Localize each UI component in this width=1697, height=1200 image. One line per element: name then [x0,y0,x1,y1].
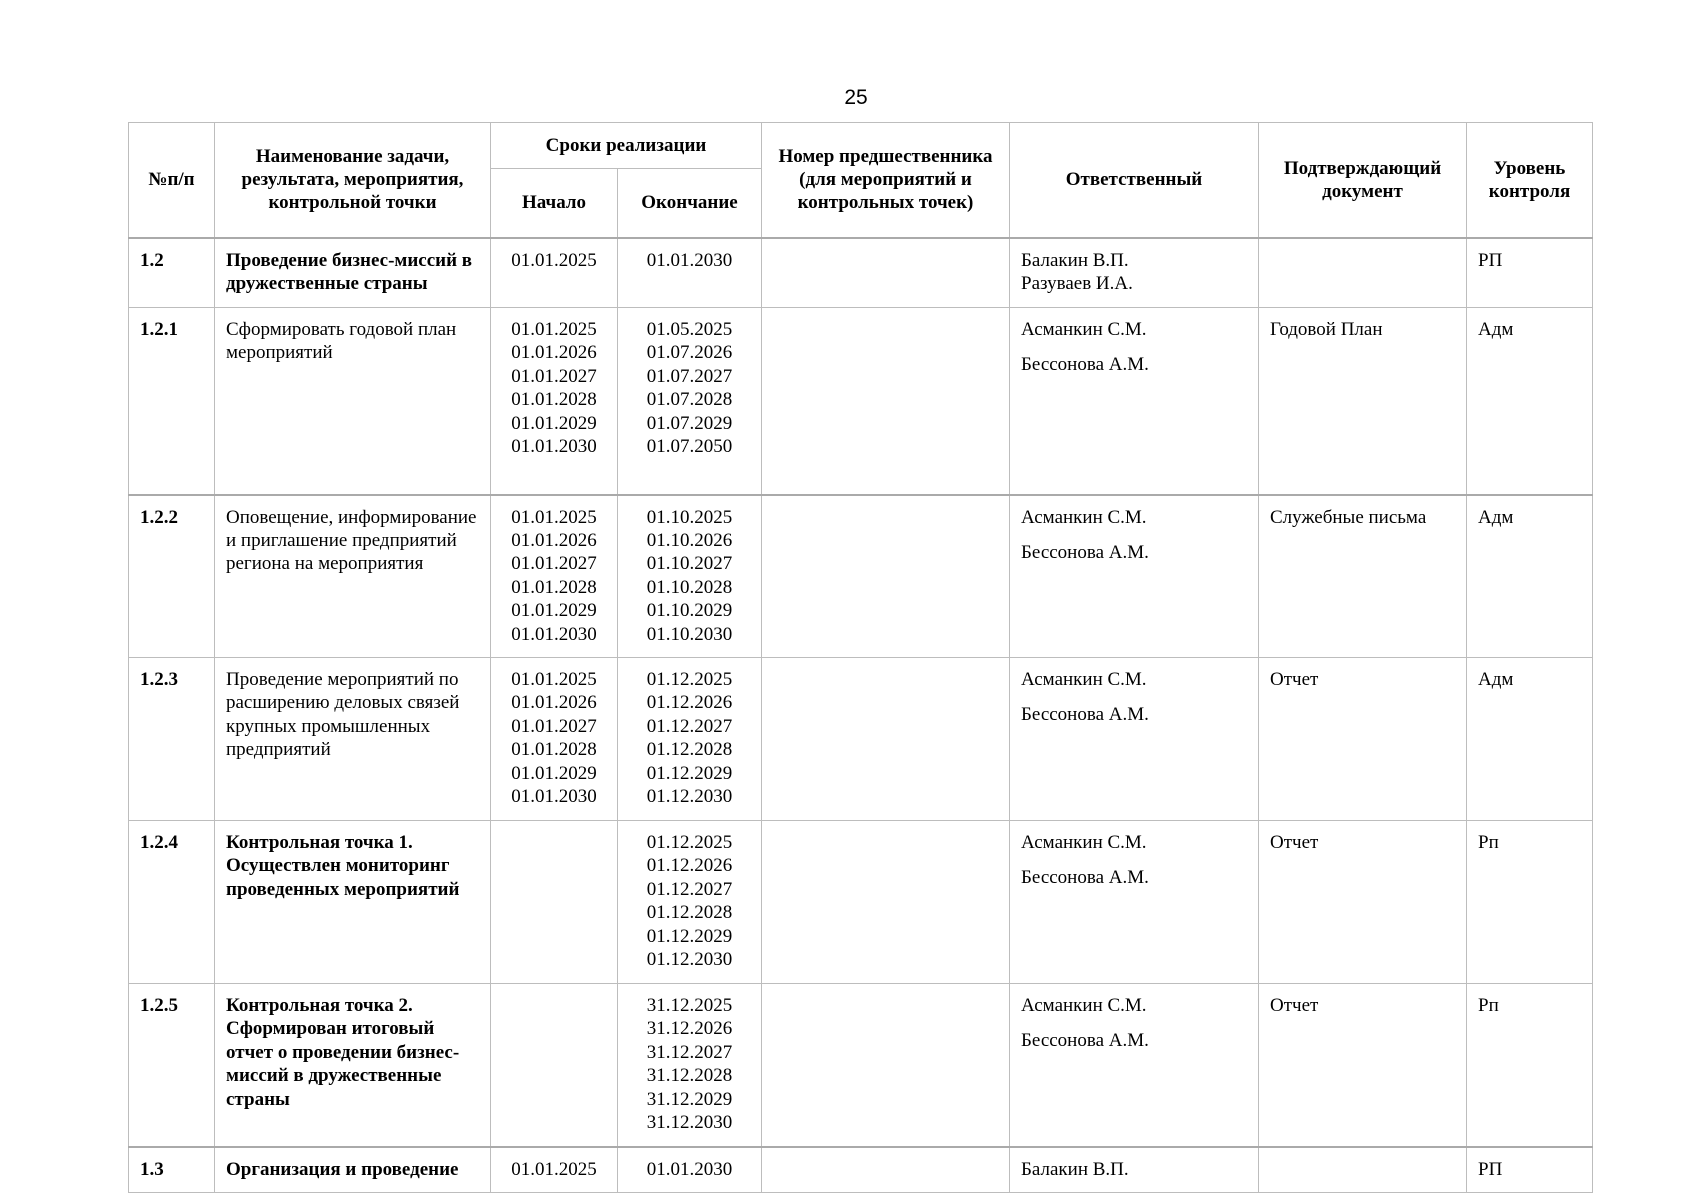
end-date: 01.12.2029 [646,762,733,784]
row-name-cell: Контрольная точка 1. Осуществлен мониторинг проведенных мероприятий [215,821,491,984]
end-date: 01.10.2027 [646,553,733,575]
responsible-person: Асманкин С.М. [1021,832,1147,853]
row-document-cell: Отчет [1259,658,1467,821]
responsible-person: Балакин В.П. [1021,249,1129,271]
start-date: 01.01.2027 [511,365,597,387]
row-end-cell [618,984,762,1147]
end-date: 01.12.2025 [646,832,733,853]
end-date: 01.05.2025 [646,319,733,340]
table-row [129,495,1593,658]
header-num: №п/п [129,123,215,238]
row-num-cell: 1.2.5 [129,984,215,1147]
start-date: 01.01.2025 [511,506,597,528]
row-document-cell: Отчет [1259,821,1467,984]
start-date: 01.01.2030 [511,436,597,458]
row-document-cell [1259,1147,1467,1193]
table-row [129,1147,1593,1193]
header-start: Начало [491,169,618,238]
end-date: 01.07.2029 [646,412,733,434]
row-control-cell: РП [1467,1147,1593,1193]
table-row [129,984,1593,1147]
responsible-person: Асманкин С.М. [1021,319,1147,340]
start-date: 01.01.2025 [511,319,597,340]
end-date: 01.12.2028 [646,739,733,761]
plan-table [128,122,1593,1193]
row-predecessor-cell [762,495,1010,658]
row-start-cell [491,308,618,495]
row-control-cell: Адм [1467,658,1593,821]
row-num-cell: 1.2 [129,238,215,308]
end-date: 01.12.2027 [646,715,733,737]
row-start-cell [491,1147,618,1193]
end-date: 01.12.2027 [646,878,733,900]
header-document: Подтверждающий документ [1259,123,1467,238]
row-predecessor-cell [762,308,1010,495]
start-date: 01.01.2030 [511,623,597,645]
header-predecessor: Номер предшественника (для мероприятий и контрольных точек) [762,123,1010,238]
end-date: 01.12.2026 [646,855,733,877]
row-num-cell: 1.3 [129,1147,215,1193]
row-predecessor-cell [762,984,1010,1147]
row-end-cell [618,238,762,308]
row-end-cell [618,495,762,658]
start-date: 01.01.2029 [511,762,597,784]
row-name-cell: Проведение мероприятий по расширению деловых связей крупных промышленных предприятий [215,658,491,821]
table-row [129,658,1593,821]
end-date: 31.12.2029 [646,1088,733,1110]
end-date: 01.07.2027 [646,365,733,387]
end-date: 01.12.2030 [646,786,733,808]
table-header [129,123,1593,238]
row-control-cell: Адм [1467,495,1593,658]
start-date: 01.01.2028 [511,576,597,598]
row-responsible-cell [1010,984,1259,1147]
start-date: 01.01.2025 [511,249,597,271]
end-date: 31.12.2026 [646,1018,733,1040]
row-start-cell [491,658,618,821]
row-document-cell: Служебные письма [1259,495,1467,658]
row-responsible-cell [1010,821,1259,984]
end-date: 31.12.2027 [646,1041,733,1063]
header-responsible: Ответственный [1010,123,1259,238]
start-date: 01.01.2029 [511,600,597,622]
responsible-person: Асманкин С.М. [1021,506,1147,528]
table-row [129,308,1593,495]
page-number: 25 [844,86,868,109]
start-date: 01.01.2027 [511,715,597,737]
start-date: 01.01.2026 [511,692,597,714]
row-responsible-cell [1010,495,1259,658]
end-date: 31.12.2025 [646,995,733,1016]
start-date: 01.01.2026 [511,342,597,364]
row-num-cell: 1.2.1 [129,308,215,495]
row-predecessor-cell [762,238,1010,308]
start-date: 01.01.2028 [511,389,597,411]
row-name-cell: Проведение бизнес-миссий в дружественные страны [215,238,491,308]
row-end-cell [618,308,762,495]
row-name-cell: Сформировать годовой план мероприятий [215,308,491,495]
start-date: 01.01.2027 [511,553,597,575]
row-responsible-cell [1010,658,1259,821]
end-date: 01.12.2026 [646,692,733,714]
row-responsible-cell [1010,1147,1259,1193]
end-date: 01.10.2028 [646,576,733,598]
row-predecessor-cell [762,1147,1010,1193]
start-date: 01.01.2025 [511,669,597,690]
row-end-cell [618,821,762,984]
end-date: 01.01.2030 [646,1158,733,1180]
start-date: 01.01.2029 [511,412,597,434]
row-responsible-cell [1010,308,1259,495]
start-date: 01.01.2030 [511,786,597,808]
row-num-cell: 1.2.2 [129,495,215,658]
end-date: 01.10.2025 [646,506,733,528]
responsible-person: Бессонова А.М. [1021,704,1149,726]
row-start-cell [491,821,618,984]
end-date: 01.01.2030 [646,249,733,271]
table-body [129,238,1593,1193]
row-start-cell [491,495,618,658]
row-name-cell: Оповещение, информирование и приглашение предприятий региона на мероприятия [215,495,491,658]
end-date: 31.12.2028 [646,1065,733,1087]
row-control-cell: Адм [1467,308,1593,495]
header-timing: Сроки реализации [491,123,762,169]
row-end-cell [618,1147,762,1193]
row-control-cell: Рп [1467,984,1593,1147]
row-name-cell: Организация и проведение [215,1147,491,1193]
row-document-cell: Годовой План [1259,308,1467,495]
header-name: Наименование задачи, результата, мероприятия, контрольной точки [215,123,491,238]
end-date: 01.12.2029 [646,925,733,947]
row-document-cell [1259,238,1467,308]
end-date: 01.07.2028 [646,389,733,411]
row-start-cell [491,238,618,308]
header-end: Окончание [618,169,762,238]
end-date: 31.12.2030 [646,1112,733,1134]
row-predecessor-cell [762,658,1010,821]
responsible-person: Разуваев И.А. [1021,272,1133,294]
table-row [129,821,1593,984]
row-start-cell [491,984,618,1147]
responsible-person: Бессонова А.М. [1021,354,1149,376]
end-date: 01.10.2029 [646,600,733,622]
responsible-person: Бессонова А.М. [1021,541,1149,563]
start-date: 01.01.2025 [511,1158,597,1180]
start-date: 01.01.2028 [511,739,597,761]
responsible-person: Асманкин С.М. [1021,669,1147,690]
end-date: 01.12.2028 [646,902,733,924]
table-row [129,238,1593,308]
responsible-person: Бессонова А.М. [1021,1030,1149,1052]
end-date: 01.10.2026 [646,529,733,551]
row-num-cell: 1.2.4 [129,821,215,984]
row-predecessor-cell [762,821,1010,984]
row-control-cell: РП [1467,238,1593,308]
responsible-person: Асманкин С.М. [1021,995,1147,1016]
row-end-cell [618,658,762,821]
end-date: 01.10.2030 [646,623,733,645]
end-date: 01.12.2025 [646,669,733,690]
end-date: 01.07.2050 [646,436,733,458]
row-name-cell: Контрольная точка 2. Сформирован итоговый отчет о проведении бизнес-миссий в дружественные страны [215,984,491,1147]
header-control: Уровень контроля [1467,123,1593,238]
row-document-cell: Отчет [1259,984,1467,1147]
responsible-person: Бессонова А.М. [1021,867,1149,889]
row-responsible-cell [1010,238,1259,308]
row-num-cell: 1.2.3 [129,658,215,821]
responsible-person: Балакин В.П. [1021,1158,1129,1180]
end-date: 01.07.2026 [646,342,733,364]
row-control-cell: Рп [1467,821,1593,984]
end-date: 01.12.2030 [646,949,733,971]
start-date: 01.01.2026 [511,529,597,551]
